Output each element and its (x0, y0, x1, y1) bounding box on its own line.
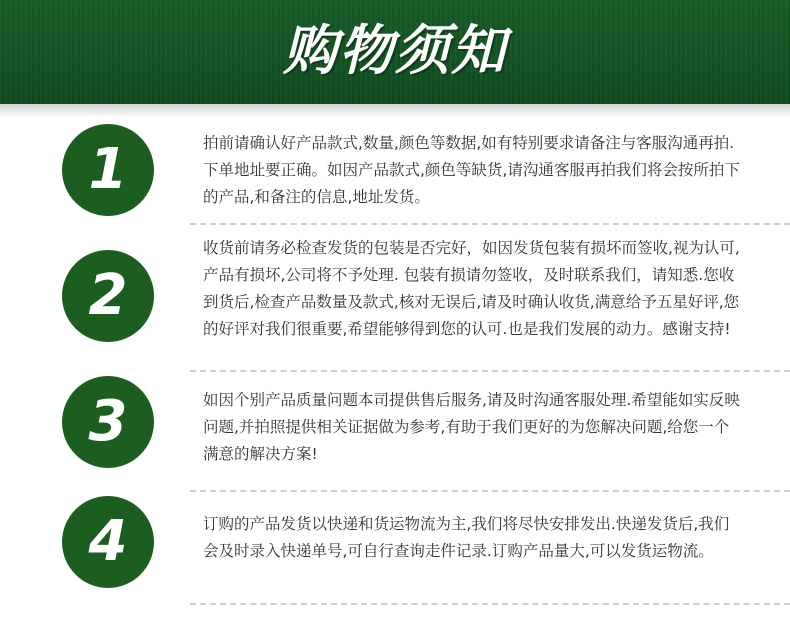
notice-text-1: 拍前请确认好产品款式,数量,颜色等数据,如有特别要求请备注与客服沟通再拍.下单地址要正确。如因产品款式,颜色等缺货,请沟通客服再拍我们将会按所拍下的产品,和备注的信息,地址发货。 (203, 134, 740, 206)
header-shadow (0, 104, 790, 118)
notice-text-2: 收货前请务必检查发货的包装是否完好，如因发货包装有损坏而签收,视为认可,产品有损坏,公司将不予处理. 包装有损请勿签收，及时联系我们，请知悉.您收到货后,检查产品数量及款式,核对无误后,请及时确认收货,满意给予五星好评,您的好评对我们很重要,希望能够得到您的认可.也是我们发展的动力。感谢支持! (203, 239, 740, 338)
divider-4 (190, 603, 790, 605)
divider-2 (190, 370, 790, 372)
number-label-2: 2 (88, 263, 128, 328)
page-title: 购物须知 (283, 19, 507, 82)
number-label-1: 1 (88, 137, 128, 202)
notice-text-4: 订购的产品发货以快递和货运物流为主,我们将尽快安排发出.快递发货后,我们会及时录入快递单号,可自行查询走件记录.订购产品量大,可以发货运物流。 (203, 515, 730, 560)
number-badge-1 (62, 124, 154, 216)
notice-text-3: 如因个别产品质量问题本司提供售后服务,请及时沟通客服处理.希望能如实反映问题,并拍照提供相关证据做为参考,有助于我们更好的为您解决问题,给您一个满意的解决方案! (203, 391, 740, 463)
number-badge-2 (62, 250, 154, 342)
number-label-3: 3 (88, 389, 128, 454)
number-badge-3 (62, 376, 154, 468)
divider-1 (190, 223, 790, 225)
number-label-4: 4 (88, 509, 128, 574)
divider-3 (190, 490, 790, 492)
header-banner (0, 0, 790, 104)
number-badge-4 (62, 496, 154, 588)
